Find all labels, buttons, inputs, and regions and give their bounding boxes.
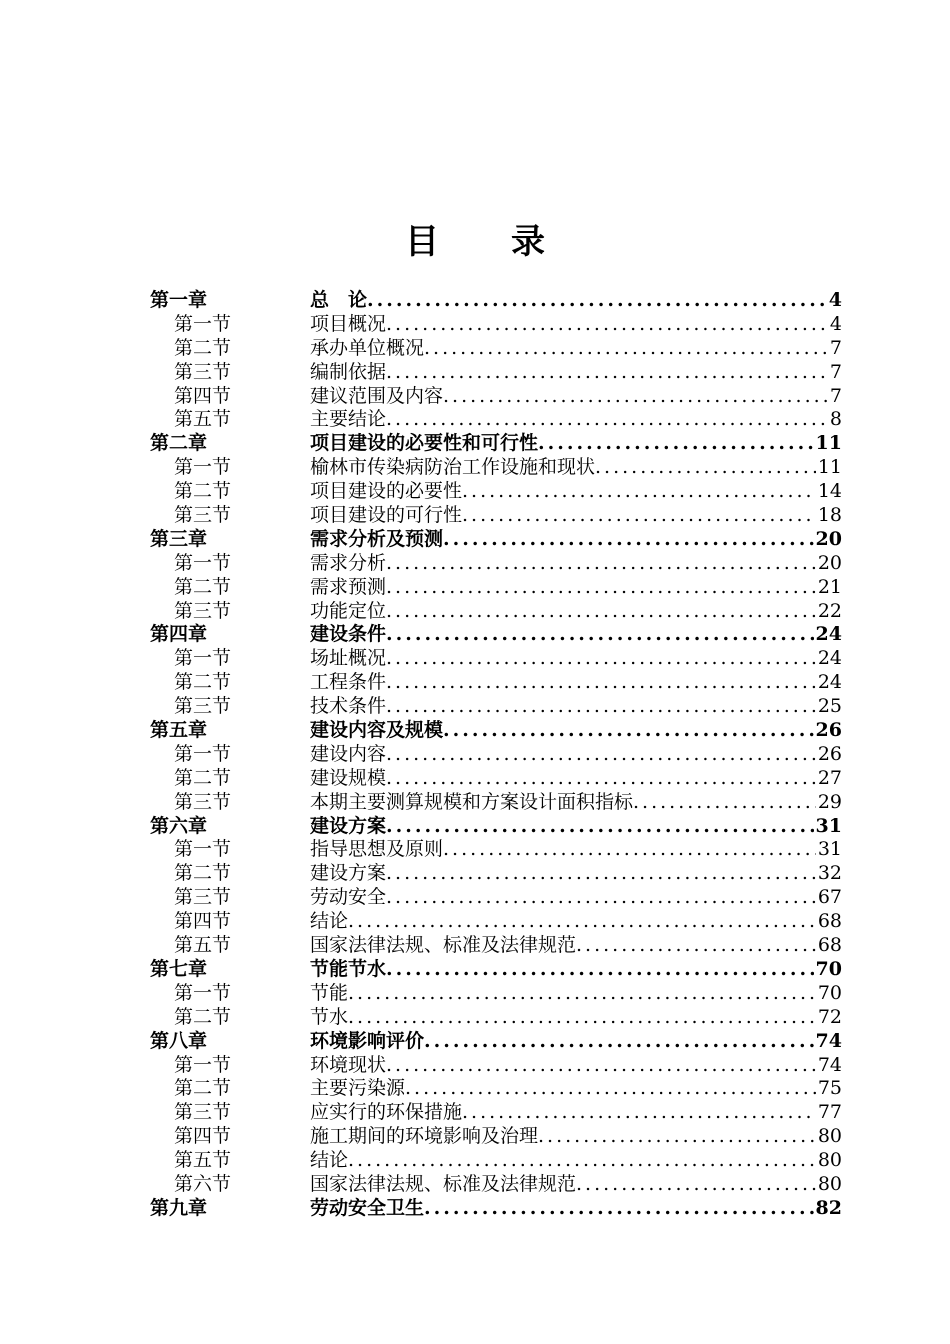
toc-section-entry[interactable] bbox=[150, 1125, 842, 1149]
toc-page-number: 75 bbox=[817, 1077, 842, 1100]
toc-section-entry[interactable] bbox=[150, 361, 842, 385]
toc-entry-number: 第三节 bbox=[174, 360, 232, 383]
toc-section-entry[interactable] bbox=[150, 647, 842, 671]
toc-entry-body bbox=[310, 361, 828, 385]
toc-section-entry[interactable] bbox=[150, 743, 842, 767]
toc-entry-body bbox=[310, 767, 816, 791]
toc-page-number: 7 bbox=[829, 360, 842, 383]
toc-entry-number: 第五节 bbox=[174, 408, 232, 431]
toc-entry-title: 榆林市传染病防治工作设施和现状 bbox=[310, 456, 596, 479]
toc-entry-title: 本期主要测算规模和方案设计面积指标 bbox=[310, 790, 634, 813]
toc-section-entry[interactable] bbox=[150, 504, 842, 528]
dot-leader bbox=[386, 695, 816, 719]
toc-entry-number: 第四节 bbox=[174, 1125, 232, 1148]
dot-leader bbox=[386, 623, 814, 647]
toc-entry-number: 第二节 bbox=[174, 766, 232, 789]
toc-entry-title: 主要污染源 bbox=[310, 1077, 406, 1100]
toc-entry-title: 环境影响评价 bbox=[310, 1029, 425, 1052]
toc-entry-body bbox=[310, 647, 816, 671]
toc-page-number: 82 bbox=[815, 1196, 842, 1219]
toc-entry-body bbox=[310, 432, 814, 456]
toc-entry-number: 第二节 bbox=[174, 575, 232, 598]
dot-leader bbox=[462, 504, 816, 528]
toc-entry-title: 项目建设的必要性和可行性 bbox=[310, 432, 539, 455]
toc-entry-number: 第三章 bbox=[150, 527, 208, 550]
toc-entry-body bbox=[310, 886, 816, 910]
toc-entry-number: 第五节 bbox=[174, 1149, 232, 1172]
toc-entry-title: 劳动安全 bbox=[310, 886, 387, 909]
toc-page-number: 80 bbox=[817, 1172, 842, 1195]
toc-entry-title: 项目建设的可行性 bbox=[310, 504, 463, 527]
toc-page-number: 68 bbox=[817, 934, 842, 957]
toc-entry-number: 第一节 bbox=[174, 838, 232, 861]
toc-entry-title: 环境现状 bbox=[310, 1053, 387, 1076]
toc-entry-number: 第五节 bbox=[174, 934, 232, 957]
dot-leader bbox=[348, 982, 816, 1006]
toc-title bbox=[0, 214, 950, 263]
toc-section-entry[interactable] bbox=[150, 1173, 842, 1197]
toc-page-number: 7 bbox=[829, 384, 842, 407]
toc-page-number: 24 bbox=[817, 671, 842, 694]
toc-entry-number: 第三节 bbox=[174, 1101, 232, 1124]
toc-page-number: 24 bbox=[817, 647, 842, 670]
toc-entry-title: 国家法律法规、标准及法律规范 bbox=[310, 934, 577, 957]
toc-entry-body bbox=[310, 480, 816, 504]
toc-entry-body bbox=[310, 1125, 816, 1149]
toc-section-entry[interactable] bbox=[150, 456, 842, 480]
toc-entry-number: 第二节 bbox=[174, 336, 232, 359]
dot-leader bbox=[443, 838, 816, 862]
dot-leader bbox=[386, 886, 816, 910]
toc-entry-number: 第三节 bbox=[174, 886, 232, 909]
toc-chapter-entry[interactable] bbox=[150, 1197, 842, 1221]
toc-entry-body bbox=[310, 623, 814, 647]
toc-entry-number: 第三节 bbox=[174, 790, 232, 813]
toc-page-number: 4 bbox=[828, 289, 842, 311]
dot-leader bbox=[462, 480, 816, 504]
toc-entry-title: 项目建设的必要性 bbox=[310, 480, 463, 503]
toc-entry-number: 第四节 bbox=[174, 910, 232, 933]
toc-entry-title: 节水 bbox=[310, 1005, 349, 1028]
toc-entry-title: 需求分析及预测 bbox=[310, 527, 444, 550]
toc-entry-title: 工程条件 bbox=[310, 671, 387, 694]
toc-section-entry[interactable] bbox=[150, 791, 842, 815]
toc-entry-number: 第二节 bbox=[174, 671, 232, 694]
toc-chapter-entry[interactable] bbox=[150, 719, 842, 743]
toc-chapter-entry[interactable] bbox=[150, 432, 842, 456]
toc-page-number: 14 bbox=[817, 480, 842, 503]
toc-page-number: 11 bbox=[815, 432, 842, 455]
dot-leader bbox=[386, 600, 816, 624]
toc-section-entry[interactable] bbox=[150, 1077, 842, 1101]
dot-leader bbox=[386, 815, 814, 839]
dot-leader bbox=[367, 289, 827, 313]
toc-section-entry[interactable] bbox=[150, 671, 842, 695]
table-of-contents bbox=[150, 289, 842, 1221]
toc-entry-body bbox=[310, 576, 816, 600]
dot-leader bbox=[386, 1054, 816, 1078]
toc-entry-title: 结论 bbox=[310, 1149, 349, 1172]
toc-section-entry[interactable] bbox=[150, 910, 842, 934]
toc-page-number: 22 bbox=[817, 599, 842, 622]
toc-entry-number: 第二章 bbox=[150, 432, 208, 455]
toc-entry-number: 第二节 bbox=[174, 1005, 232, 1028]
toc-entry-title: 建议范围及内容 bbox=[310, 384, 444, 407]
dot-leader bbox=[424, 337, 828, 361]
toc-entry-number: 第六节 bbox=[174, 1172, 232, 1195]
toc-entry-number: 第二节 bbox=[174, 862, 232, 885]
toc-page-number: 27 bbox=[817, 766, 842, 789]
toc-page-number: 21 bbox=[817, 575, 842, 598]
toc-section-entry[interactable] bbox=[150, 552, 842, 576]
toc-entry-title: 劳动安全卫生 bbox=[310, 1196, 425, 1219]
dot-leader bbox=[348, 1006, 816, 1030]
toc-entry-body bbox=[310, 743, 816, 767]
toc-entry-body bbox=[310, 695, 816, 719]
toc-title-right: 录 bbox=[511, 222, 545, 262]
toc-chapter-entry[interactable] bbox=[150, 623, 842, 647]
toc-entry-title: 总 论 bbox=[310, 289, 368, 311]
toc-entry-body bbox=[310, 552, 816, 576]
toc-page-number: 11 bbox=[817, 456, 842, 479]
toc-entry-title: 场址概况 bbox=[310, 647, 387, 670]
toc-page-number: 7 bbox=[829, 336, 842, 359]
toc-entry-number: 第一节 bbox=[174, 312, 232, 335]
toc-entry-title: 节能节水 bbox=[310, 957, 387, 980]
toc-entry-number: 第四节 bbox=[174, 384, 232, 407]
toc-entry-number: 第一节 bbox=[174, 647, 232, 670]
toc-section-entry[interactable] bbox=[150, 886, 842, 910]
toc-section-entry[interactable] bbox=[150, 337, 842, 361]
toc-entry-body bbox=[310, 408, 828, 432]
toc-entry-title: 建设条件 bbox=[310, 623, 387, 646]
toc-page-number: 4 bbox=[829, 312, 842, 335]
toc-entry-number: 第八章 bbox=[150, 1029, 208, 1052]
toc-page-number: 8 bbox=[829, 408, 842, 431]
toc-entry-body bbox=[310, 504, 816, 528]
toc-page-number: 25 bbox=[817, 695, 842, 718]
toc-entry-body bbox=[310, 1101, 816, 1125]
toc-entry-number: 第二节 bbox=[174, 480, 232, 503]
toc-entry-body bbox=[310, 791, 816, 815]
toc-page-number: 26 bbox=[815, 719, 842, 742]
toc-page-number: 31 bbox=[815, 814, 842, 837]
toc-page-number: 26 bbox=[817, 742, 842, 765]
toc-section-entry[interactable] bbox=[150, 1101, 842, 1125]
toc-entry-title: 应实行的环保措施 bbox=[310, 1101, 463, 1124]
toc-entry-body bbox=[310, 1173, 816, 1197]
dot-leader bbox=[386, 767, 816, 791]
toc-entry-title: 节能 bbox=[310, 981, 349, 1004]
toc-section-entry[interactable] bbox=[150, 1054, 842, 1078]
toc-page-number: 18 bbox=[817, 504, 842, 527]
dot-leader bbox=[386, 408, 828, 432]
toc-entry-title: 建设内容及规模 bbox=[310, 719, 444, 742]
toc-section-entry[interactable] bbox=[150, 767, 842, 791]
toc-page-number: 77 bbox=[817, 1101, 842, 1124]
toc-entry-body bbox=[310, 671, 816, 695]
dot-leader bbox=[386, 313, 828, 337]
toc-entry-body bbox=[310, 815, 814, 839]
dot-leader bbox=[386, 552, 816, 576]
toc-entry-body bbox=[310, 1006, 816, 1030]
toc-page-number: 80 bbox=[817, 1149, 842, 1172]
toc-entry-body bbox=[310, 958, 814, 982]
toc-entry-number: 第一节 bbox=[174, 742, 232, 765]
dot-leader bbox=[386, 576, 816, 600]
toc-chapter-entry[interactable] bbox=[150, 528, 842, 552]
dot-leader bbox=[443, 528, 814, 552]
toc-chapter-entry[interactable] bbox=[150, 289, 842, 313]
dot-leader bbox=[633, 791, 816, 815]
dot-leader bbox=[538, 1125, 816, 1149]
toc-entry-body bbox=[310, 838, 816, 862]
toc-entry-number: 第四章 bbox=[150, 623, 208, 646]
toc-section-entry[interactable] bbox=[150, 862, 842, 886]
toc-entry-body bbox=[310, 982, 816, 1006]
toc-entry-title: 结论 bbox=[310, 910, 349, 933]
toc-section-entry[interactable] bbox=[150, 838, 842, 862]
toc-entry-body bbox=[310, 385, 828, 409]
toc-page-number: 74 bbox=[815, 1029, 842, 1052]
toc-chapter-entry[interactable] bbox=[150, 815, 842, 839]
toc-entry-number: 第九章 bbox=[150, 1196, 208, 1219]
dot-leader bbox=[405, 1077, 816, 1101]
toc-entry-body bbox=[310, 337, 828, 361]
dot-leader bbox=[348, 1149, 816, 1173]
toc-entry-title: 建设内容 bbox=[310, 742, 387, 765]
toc-entry-number: 第二节 bbox=[174, 1077, 232, 1100]
dot-leader bbox=[386, 743, 816, 767]
toc-page-number: 70 bbox=[815, 957, 842, 980]
toc-entry-number: 第三节 bbox=[174, 504, 232, 527]
toc-entry-body bbox=[310, 1197, 814, 1221]
toc-page-number: 70 bbox=[817, 981, 842, 1004]
toc-entry-body bbox=[310, 600, 816, 624]
toc-entry-title: 施工期间的环境影响及治理 bbox=[310, 1125, 539, 1148]
toc-entry-title: 技术条件 bbox=[310, 695, 387, 718]
dot-leader bbox=[538, 432, 814, 456]
dot-leader bbox=[443, 719, 814, 743]
toc-page-number: 31 bbox=[817, 838, 842, 861]
toc-section-entry[interactable] bbox=[150, 600, 842, 624]
toc-entry-title: 项目概况 bbox=[310, 312, 387, 335]
toc-entry-title: 建设规模 bbox=[310, 766, 387, 789]
toc-entry-number: 第三节 bbox=[174, 599, 232, 622]
toc-section-entry[interactable] bbox=[150, 982, 842, 1006]
toc-section-entry[interactable] bbox=[150, 1006, 842, 1030]
toc-entry-title: 编制依据 bbox=[310, 360, 387, 383]
toc-entry-body bbox=[310, 862, 816, 886]
toc-entry-title: 国家法律法规、标准及法律规范 bbox=[310, 1172, 577, 1195]
dot-leader bbox=[386, 647, 816, 671]
toc-page-number: 72 bbox=[817, 1005, 842, 1028]
dot-leader bbox=[424, 1030, 814, 1054]
toc-entry-title: 功能定位 bbox=[310, 599, 387, 622]
toc-page-number: 29 bbox=[817, 790, 842, 813]
toc-entry-body bbox=[310, 1077, 816, 1101]
toc-entry-number: 第五章 bbox=[150, 719, 208, 742]
toc-entry-number: 第七章 bbox=[150, 957, 208, 980]
toc-page-number: 20 bbox=[817, 551, 842, 574]
dot-leader bbox=[576, 934, 816, 958]
toc-entry-number: 第三节 bbox=[174, 695, 232, 718]
toc-entry-title: 需求预测 bbox=[310, 575, 387, 598]
dot-leader bbox=[462, 1101, 816, 1125]
toc-entry-body bbox=[310, 934, 816, 958]
toc-page-number: 67 bbox=[817, 886, 842, 909]
dot-leader bbox=[443, 385, 828, 409]
toc-entry-body bbox=[310, 313, 828, 337]
toc-section-entry[interactable] bbox=[150, 1149, 842, 1173]
toc-entry-title: 建设方案 bbox=[310, 862, 387, 885]
toc-chapter-entry[interactable] bbox=[150, 958, 842, 982]
dot-leader bbox=[348, 910, 816, 934]
toc-entry-body bbox=[310, 1149, 816, 1173]
dot-leader bbox=[386, 361, 828, 385]
toc-entry-body bbox=[310, 1030, 814, 1054]
dot-leader bbox=[386, 958, 814, 982]
toc-entry-number: 第一章 bbox=[150, 289, 208, 311]
toc-entry-title: 需求分析 bbox=[310, 551, 387, 574]
toc-section-entry[interactable] bbox=[150, 480, 842, 504]
toc-entry-title: 指导思想及原则 bbox=[310, 838, 444, 861]
toc-title-left: 目 bbox=[405, 222, 439, 262]
toc-entry-number: 第一节 bbox=[174, 456, 232, 479]
toc-entry-title: 建设方案 bbox=[310, 814, 387, 837]
toc-section-entry[interactable] bbox=[150, 934, 842, 958]
dot-leader bbox=[424, 1197, 814, 1221]
toc-entry-body bbox=[310, 289, 827, 313]
dot-leader bbox=[576, 1173, 816, 1197]
toc-entry-body bbox=[310, 528, 814, 552]
dot-leader bbox=[595, 456, 816, 480]
toc-page-number: 74 bbox=[817, 1053, 842, 1076]
toc-section-entry[interactable] bbox=[150, 408, 842, 432]
toc-entry-number: 第一节 bbox=[174, 981, 232, 1004]
toc-entry-number: 第一节 bbox=[174, 1053, 232, 1076]
toc-entry-number: 第一节 bbox=[174, 551, 232, 574]
toc-section-entry[interactable] bbox=[150, 313, 842, 337]
toc-entry-number: 第六章 bbox=[150, 814, 208, 837]
toc-section-entry[interactable] bbox=[150, 576, 842, 600]
toc-page-number: 80 bbox=[817, 1125, 842, 1148]
toc-entry-body bbox=[310, 1054, 816, 1078]
toc-entry-title: 承办单位概况 bbox=[310, 336, 425, 359]
toc-page-number: 20 bbox=[815, 527, 842, 550]
toc-page-number: 68 bbox=[817, 910, 842, 933]
toc-entry-title: 主要结论 bbox=[310, 408, 387, 431]
toc-entry-body bbox=[310, 719, 814, 743]
toc-section-entry[interactable] bbox=[150, 695, 842, 719]
toc-chapter-entry[interactable] bbox=[150, 1030, 842, 1054]
toc-section-entry[interactable] bbox=[150, 385, 842, 409]
toc-entry-body bbox=[310, 456, 816, 480]
dot-leader bbox=[386, 671, 816, 695]
toc-page-number: 32 bbox=[817, 862, 842, 885]
toc-page-number: 24 bbox=[815, 623, 842, 646]
dot-leader bbox=[386, 862, 816, 886]
toc-entry-body bbox=[310, 910, 816, 934]
